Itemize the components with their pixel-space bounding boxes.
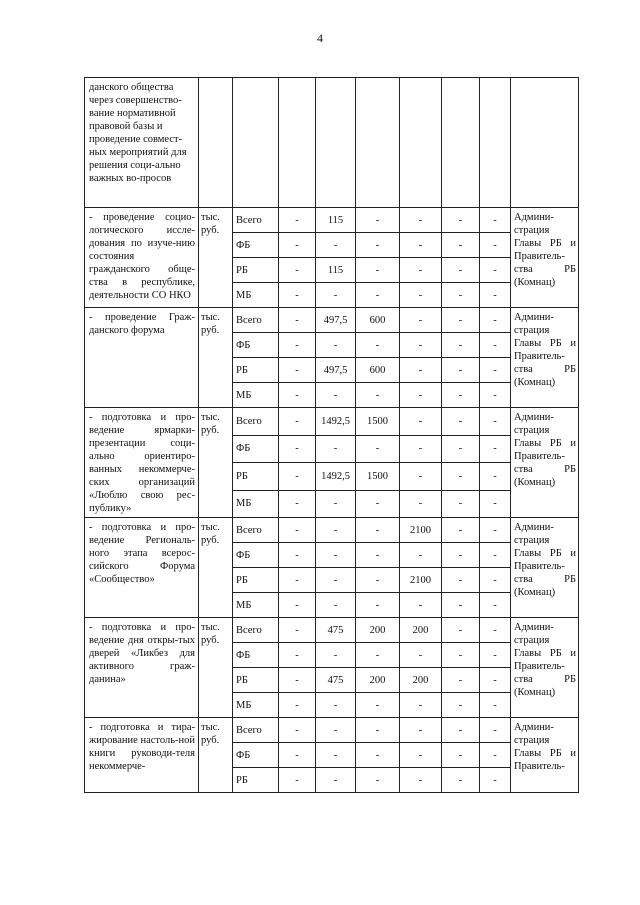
value-cell: - (442, 233, 480, 258)
value-cell: - (279, 308, 316, 333)
value-cell: - (480, 463, 511, 491)
value-cell: - (442, 435, 480, 463)
value-cell: - (480, 618, 511, 643)
value-cell: - (279, 208, 316, 233)
value-cell: - (442, 333, 480, 358)
value-cell: - (480, 768, 511, 793)
value-cell: - (356, 518, 400, 543)
value-cell: - (316, 543, 356, 568)
value-cell: - (356, 383, 400, 408)
value-cell: - (480, 693, 511, 718)
value-cell: 200 (356, 668, 400, 693)
funding-source: Всего (233, 618, 279, 643)
value-cell: 600 (356, 358, 400, 383)
value-cell: - (279, 333, 316, 358)
value-cell: - (400, 258, 442, 283)
funding-source: Всего (233, 718, 279, 743)
value-cell: - (356, 768, 400, 793)
funding-source: Всего (233, 308, 279, 333)
value-cell: 115 (316, 208, 356, 233)
value-cell: - (442, 593, 480, 618)
measure-description: - подготовка и про-ведение ярмарки-презентации соци-ально ориентиро-ванных некоммерче-ских организаций «Люблю свою рес-публику» (85, 408, 199, 518)
value-cell: - (442, 568, 480, 593)
value-cell: - (400, 383, 442, 408)
value-cell: - (400, 408, 442, 436)
executor-cell: Админи-страция Главы РБ и Правитель-ства РБ (Комнац) (511, 308, 579, 408)
value-cell: - (356, 435, 400, 463)
measure-description: - проведение социо-логического иссле-дования по изуче-нию состояния гражданского обще-ства в республике, деятельности СО НКО (85, 208, 199, 308)
funding-source: Всего (233, 518, 279, 543)
value-cell: - (279, 568, 316, 593)
measure-description: - подготовка и про-ведение дня откры-тых дверей «Ликбез для активного граж-данина» (85, 618, 199, 718)
intro-row (85, 78, 579, 208)
unit-cell: тыс. руб. (199, 718, 233, 793)
value-cell: - (480, 593, 511, 618)
value-cell: - (356, 743, 400, 768)
value-cell: 2100 (400, 518, 442, 543)
page-number: 4 (317, 31, 323, 45)
value-cell: - (356, 258, 400, 283)
value-cell: - (480, 518, 511, 543)
value-cell: - (279, 593, 316, 618)
value-cell: - (316, 743, 356, 768)
unit-cell: тыс. руб. (199, 308, 233, 408)
value-cell: - (279, 435, 316, 463)
value-cell: - (356, 233, 400, 258)
value-cell: 1500 (356, 408, 400, 436)
unit-cell: тыс. руб. (199, 618, 233, 718)
value-cell: - (442, 518, 480, 543)
value-cell: - (356, 693, 400, 718)
funding-source: МБ (233, 693, 279, 718)
value-cell: - (442, 743, 480, 768)
value-cell: - (400, 358, 442, 383)
value-cell: - (480, 435, 511, 463)
unit-cell: тыс. руб. (199, 518, 233, 618)
value-cell: - (400, 208, 442, 233)
value-cell: - (279, 743, 316, 768)
value-cell: 200 (356, 618, 400, 643)
value-cell: - (356, 208, 400, 233)
funding-source: ФБ (233, 743, 279, 768)
value-cell: - (480, 568, 511, 593)
funding-source: ФБ (233, 643, 279, 668)
value-cell: - (480, 208, 511, 233)
value-cell: - (279, 643, 316, 668)
value-cell: - (442, 618, 480, 643)
value-cell: - (400, 435, 442, 463)
intro-text: данского общества через совершенство-вание нормативной правовой базы и проведение совмест-ных мероприятий для решения соци-ально важных во-просов (85, 78, 199, 208)
value-cell: - (400, 333, 442, 358)
value-cell: - (480, 668, 511, 693)
value-cell: - (400, 543, 442, 568)
funding-source: ФБ (233, 543, 279, 568)
funding-source: ФБ (233, 435, 279, 463)
value-cell: - (400, 233, 442, 258)
measure-description: - проведение Граж-данского форума (85, 308, 199, 408)
value-cell: - (316, 333, 356, 358)
funding-source: ФБ (233, 233, 279, 258)
value-cell: - (316, 768, 356, 793)
value-cell: - (442, 208, 480, 233)
unit-cell: тыс. руб. (199, 408, 233, 518)
value-cell: - (316, 568, 356, 593)
value-cell: - (400, 768, 442, 793)
value-cell: - (279, 668, 316, 693)
executor-cell: Админи-страция Главы РБ и Правитель-ства РБ (Комнац) (511, 208, 579, 308)
value-cell: - (279, 463, 316, 491)
value-cell: - (400, 593, 442, 618)
value-cell: - (279, 718, 316, 743)
value-cell: - (356, 568, 400, 593)
funding-source: РБ (233, 768, 279, 793)
value-cell: - (316, 518, 356, 543)
value-cell: - (442, 490, 480, 518)
value-cell: - (316, 593, 356, 618)
value-cell: - (316, 283, 356, 308)
value-cell: 497,5 (316, 358, 356, 383)
value-cell: 200 (400, 618, 442, 643)
value-cell: - (480, 308, 511, 333)
value-cell: - (316, 718, 356, 743)
funding-source: РБ (233, 358, 279, 383)
value-cell: - (442, 643, 480, 668)
funding-source: РБ (233, 568, 279, 593)
value-cell: - (480, 543, 511, 568)
value-cell: - (356, 490, 400, 518)
value-cell: - (279, 518, 316, 543)
value-cell: - (400, 743, 442, 768)
value-cell: - (442, 543, 480, 568)
value-cell: - (442, 668, 480, 693)
funding-source: МБ (233, 283, 279, 308)
value-cell: - (316, 693, 356, 718)
measure-description: - подготовка и про-ведение Региональ-ного этапа всерос-сийского Форума «Сообщество» (85, 518, 199, 618)
table-row (85, 408, 579, 436)
value-cell: 475 (316, 668, 356, 693)
value-cell: 600 (356, 308, 400, 333)
value-cell: - (400, 490, 442, 518)
funding-source: ФБ (233, 333, 279, 358)
value-cell: - (480, 643, 511, 668)
value-cell: - (316, 383, 356, 408)
funding-source: МБ (233, 593, 279, 618)
value-cell: - (442, 693, 480, 718)
value-cell: - (316, 233, 356, 258)
value-cell: - (279, 283, 316, 308)
funding-source: РБ (233, 668, 279, 693)
value-cell: - (279, 490, 316, 518)
funding-source: РБ (233, 258, 279, 283)
value-cell: - (400, 463, 442, 491)
value-cell: - (356, 333, 400, 358)
value-cell: - (480, 490, 511, 518)
value-cell: - (480, 258, 511, 283)
value-cell: 115 (316, 258, 356, 283)
funding-source: РБ (233, 463, 279, 491)
executor-cell: Админи-страция Главы РБ и Правитель- (511, 718, 579, 793)
value-cell: - (356, 543, 400, 568)
value-cell: - (480, 358, 511, 383)
value-cell: - (480, 283, 511, 308)
table-row (85, 308, 579, 333)
value-cell: - (442, 283, 480, 308)
value-cell: 2100 (400, 568, 442, 593)
value-cell: - (442, 768, 480, 793)
table-row (85, 518, 579, 543)
value-cell: 200 (400, 668, 442, 693)
funding-source: Всего (233, 208, 279, 233)
value-cell: - (442, 718, 480, 743)
value-cell: - (480, 233, 511, 258)
measure-description: - подготовка и тира-жирование настоль-ной книги руководи-теля некоммерче- (85, 718, 199, 793)
value-cell: - (279, 693, 316, 718)
value-cell: - (279, 358, 316, 383)
value-cell: - (400, 283, 442, 308)
executor-cell: Админи-страция Главы РБ и Правитель-ства РБ (Комнац) (511, 408, 579, 518)
funding-source: МБ (233, 383, 279, 408)
value-cell: - (279, 258, 316, 283)
value-cell: - (356, 643, 400, 668)
value-cell: - (480, 333, 511, 358)
value-cell: - (400, 643, 442, 668)
value-cell: - (480, 718, 511, 743)
value-cell: 1492,5 (316, 463, 356, 491)
value-cell: 475 (316, 618, 356, 643)
value-cell: - (442, 463, 480, 491)
value-cell: - (356, 718, 400, 743)
value-cell: - (356, 283, 400, 308)
value-cell: - (279, 768, 316, 793)
budget-table (84, 77, 579, 793)
value-cell: - (442, 258, 480, 283)
value-cell: - (400, 718, 442, 743)
value-cell: - (442, 383, 480, 408)
value-cell: - (480, 408, 511, 436)
value-cell: - (279, 408, 316, 436)
executor-cell: Админи-страция Главы РБ и Правитель-ства РБ (Комнац) (511, 518, 579, 618)
value-cell: - (442, 358, 480, 383)
value-cell: - (316, 435, 356, 463)
value-cell: - (442, 308, 480, 333)
value-cell: - (279, 233, 316, 258)
table-row (85, 618, 579, 643)
value-cell: - (356, 593, 400, 618)
value-cell: 1492,5 (316, 408, 356, 436)
funding-source: Всего (233, 408, 279, 436)
value-cell: - (480, 743, 511, 768)
value-cell: 497,5 (316, 308, 356, 333)
value-cell: - (480, 383, 511, 408)
value-cell: - (279, 543, 316, 568)
value-cell: - (316, 643, 356, 668)
funding-source: МБ (233, 490, 279, 518)
table-row (85, 718, 579, 743)
executor-cell: Админи-страция Главы РБ и Правитель-ства РБ (Комнац) (511, 618, 579, 718)
value-cell: - (279, 383, 316, 408)
value-cell: - (400, 693, 442, 718)
unit-cell: тыс. руб. (199, 208, 233, 308)
value-cell: - (279, 618, 316, 643)
value-cell: - (316, 490, 356, 518)
value-cell: 1500 (356, 463, 400, 491)
value-cell: - (400, 308, 442, 333)
value-cell: - (442, 408, 480, 436)
table-row (85, 208, 579, 233)
